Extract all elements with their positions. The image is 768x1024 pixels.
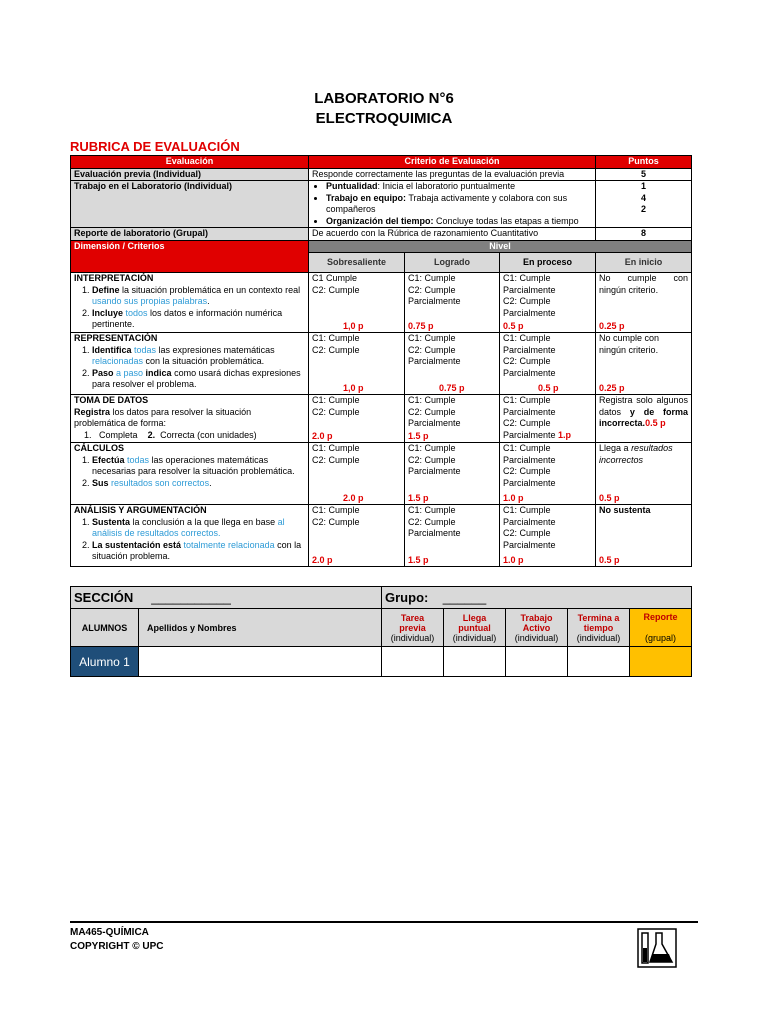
row-criterio: De acuerdo con la Rúbrica de razonamiento Cuantitativo <box>309 228 596 241</box>
row-label: Trabajo en el Laboratorio (Individual) <box>71 181 309 228</box>
footer-course: MA465-QUÍMICA <box>70 927 149 938</box>
alumno-name-cell[interactable] <box>139 647 382 677</box>
en-proceso-cell: C1: Cumple Parcialmente C2: Cumple Parcialmente 1.p <box>500 395 596 443</box>
seccion-cell: SECCIÓN ___________ <box>71 587 382 609</box>
list-item: • Trabajo en equipo: Trabaja activamente y colabora con sus compañeros <box>326 193 592 216</box>
row-label: Reporte de laboratorio (Grupal) <box>71 228 309 241</box>
sobresaliente-cell: C1: Cumple C2: Cumple 2.0 p <box>309 395 405 443</box>
en-proceso-cell: C1: Cumple Parcialmente C2: Cumple Parcialmente 1.0 p <box>500 443 596 505</box>
level-logrado: Logrado <box>405 253 500 273</box>
level-en-proceso: En proceso <box>500 253 596 273</box>
criteria-cell: CÁLCULOS 1. Efectúa todas las operaciones matemáticas necesarias para resolver la situación problemática. 2. Sus resultados son correctos. <box>71 443 309 505</box>
col-reporte: Reporte (grupal) <box>630 609 692 647</box>
row-puntos: 1 4 2 <box>596 181 692 228</box>
col-termina-tiempo: Termina a tiempo (individual) <box>568 609 630 647</box>
footer-divider <box>70 921 698 923</box>
list-item: 1. Sustenta la conclusión a la que llega en base al análisis de resultados correctos. <box>92 517 305 540</box>
rubric-row-evaluacion-previa <box>71 168 692 181</box>
grupo-cell: Grupo: ______ <box>382 587 692 609</box>
rubric-row-reporte <box>71 228 692 241</box>
en-inicio-cell: Llega a resultados incorrectos 0.5 p <box>596 443 692 505</box>
document-title: LABORATORIO N°6 <box>314 90 454 107</box>
group-table <box>70 586 692 677</box>
col-trabajo-activo: Trabajo Activo (individual) <box>506 609 568 647</box>
col-llega-puntual: Llega puntual (individual) <box>444 609 506 647</box>
score-cell[interactable] <box>444 647 506 677</box>
sobresaliente-cell: C1: Cumple C2: Cumple 2.0 p <box>309 505 405 567</box>
nivel-header: Nivel <box>309 240 692 253</box>
list-item: 2. Paso a paso indica como usará dichas expresiones para resolver el problema. <box>92 368 305 391</box>
level-sobresaliente: Sobresaliente <box>309 253 405 273</box>
sobresaliente-cell: C1: Cumple C2: Cumple 2.0 p <box>309 443 405 505</box>
table-row <box>71 647 692 677</box>
rubric-dimension-row <box>71 240 692 253</box>
criteria-cell: INTERPRETACIÓN 1. Define la situación problemática en un contexto real usando sus propias palabras. 2. Incluye todos los datos e información numérica pertinente. <box>71 273 309 333</box>
dimension-header: Dimensión / Criterios <box>71 240 309 273</box>
criteria-row-analisis <box>71 505 692 567</box>
logrado-cell: C1: Cumple C2: Cumple Parcialmente 0.75 p <box>405 333 500 395</box>
list-item: • Puntualidad: Inicia el laboratorio puntualmente <box>326 181 592 193</box>
sobresaliente-cell: C1 Cumple C2: Cumple 1,0 p <box>309 273 405 333</box>
list-item: 1. Identifica todas las expresiones matemáticas relacionadas con la situación problemática. <box>92 345 305 368</box>
en-inicio-cell: Registra solo algunos datos y de forma incorrecta.0.5 p <box>596 395 692 443</box>
logrado-cell: C1: Cumple C2: Cumple Parcialmente 1.5 p <box>405 395 500 443</box>
criteria-cell: REPRESENTACIÓN 1. Identifica todas las expresiones matemáticas relacionadas con la situación problemática. 2. Paso a paso indica como usará dichas expresiones para resolver el problema. <box>71 333 309 395</box>
list-item: 2. Sus resultados son correctos. <box>92 478 305 490</box>
criteria-cell: TOMA DE DATOS Registra los datos para resolver la situación problemática de forma: 1. Completa 2. Correcta (con unidades) <box>71 395 309 443</box>
list-item: 2. La sustentación está totalmente relacionada con la situación problema. <box>92 540 305 563</box>
list-item: 1. Efectúa todas las operaciones matemáticas necesarias para resolver la situación problemática. <box>92 455 305 478</box>
header-criterio: Criterio de Evaluación <box>309 156 596 169</box>
score-cell[interactable] <box>568 647 630 677</box>
apellidos-header: Apellidos y Nombres <box>139 609 382 647</box>
logrado-cell: C1: Cumple C2: Cumple Parcialmente 1.5 p <box>405 505 500 567</box>
criteria-row-toma-datos <box>71 395 692 443</box>
document-subtitle: ELECTROQUIMICA <box>315 110 453 127</box>
list-item: 2. Incluye todos los datos e información numérica pertinente. <box>92 308 305 331</box>
rubric-row-trabajo-lab <box>71 181 692 228</box>
logrado-cell: C1: Cumple C2: Cumple Parcialmente 1.5 p <box>405 443 500 505</box>
alumno-1-label: Alumno 1 <box>71 647 139 677</box>
col-tarea-previa: Tarea previa (individual) <box>382 609 444 647</box>
en-inicio-cell: No cumple con ningún criterio. 0.25 p <box>596 333 692 395</box>
row-criterio: Responde correctamente las preguntas de la evaluación previa <box>309 168 596 181</box>
header-puntos: Puntos <box>596 156 692 169</box>
group-header-row <box>71 587 692 609</box>
row-label: Evaluación previa (Individual) <box>71 168 309 181</box>
en-proceso-cell: C1: Cumple Parcialmente C2: Cumple Parcialmente 1.0 p <box>500 505 596 567</box>
criteria-row-interpretacion <box>71 273 692 333</box>
en-inicio-cell: No cumple con ningún criterio. 0.25 p <box>596 273 692 333</box>
logrado-cell: C1: Cumple C2: Cumple Parcialmente 0.75 p <box>405 273 500 333</box>
score-cell-reporte[interactable] <box>630 647 692 677</box>
rubric-heading: RUBRICA DE EVALUACIÓN <box>70 139 240 154</box>
sobresaliente-cell: C1: Cumple C2: Cumple 1,0 p <box>309 333 405 395</box>
rubric-table <box>70 155 692 567</box>
criteria-cell: ANÁLISIS Y ARGUMENTACIÓN 1. Sustenta la conclusión a la que llega en base al análisis de resultados correctos. 2. La sustentación está totalmente relacionada con la situación problema. <box>71 505 309 567</box>
row-puntos: 8 <box>596 228 692 241</box>
alumnos-header: ALUMNOS <box>71 609 139 647</box>
list-item: 1. Define la situación problemática en un contexto real usando sus propias palabras. <box>92 285 305 308</box>
rubric-header-row <box>71 156 692 169</box>
row-puntos: 5 <box>596 168 692 181</box>
score-cell[interactable] <box>382 647 444 677</box>
en-inicio-cell: No sustenta 0.5 p <box>596 505 692 567</box>
lab-flask-icon <box>636 928 678 968</box>
level-en-inicio: En inicio <box>596 253 692 273</box>
list-item: • Organización del tiempo: Concluye todas las etapas a tiempo <box>326 216 592 228</box>
criteria-row-representacion <box>71 333 692 395</box>
group-subheader-row <box>71 609 692 647</box>
footer-copyright: COPYRIGHT © UPC <box>70 941 164 952</box>
score-cell[interactable] <box>506 647 568 677</box>
en-proceso-cell: C1: Cumple Parcialmente C2: Cumple Parcialmente 0.5 p <box>500 333 596 395</box>
row-criterio <box>309 181 596 228</box>
header-evaluacion: Evaluación <box>71 156 309 169</box>
criteria-row-calculos <box>71 443 692 505</box>
en-proceso-cell: C1: Cumple Parcialmente C2: Cumple Parcialmente 0.5 p <box>500 273 596 333</box>
